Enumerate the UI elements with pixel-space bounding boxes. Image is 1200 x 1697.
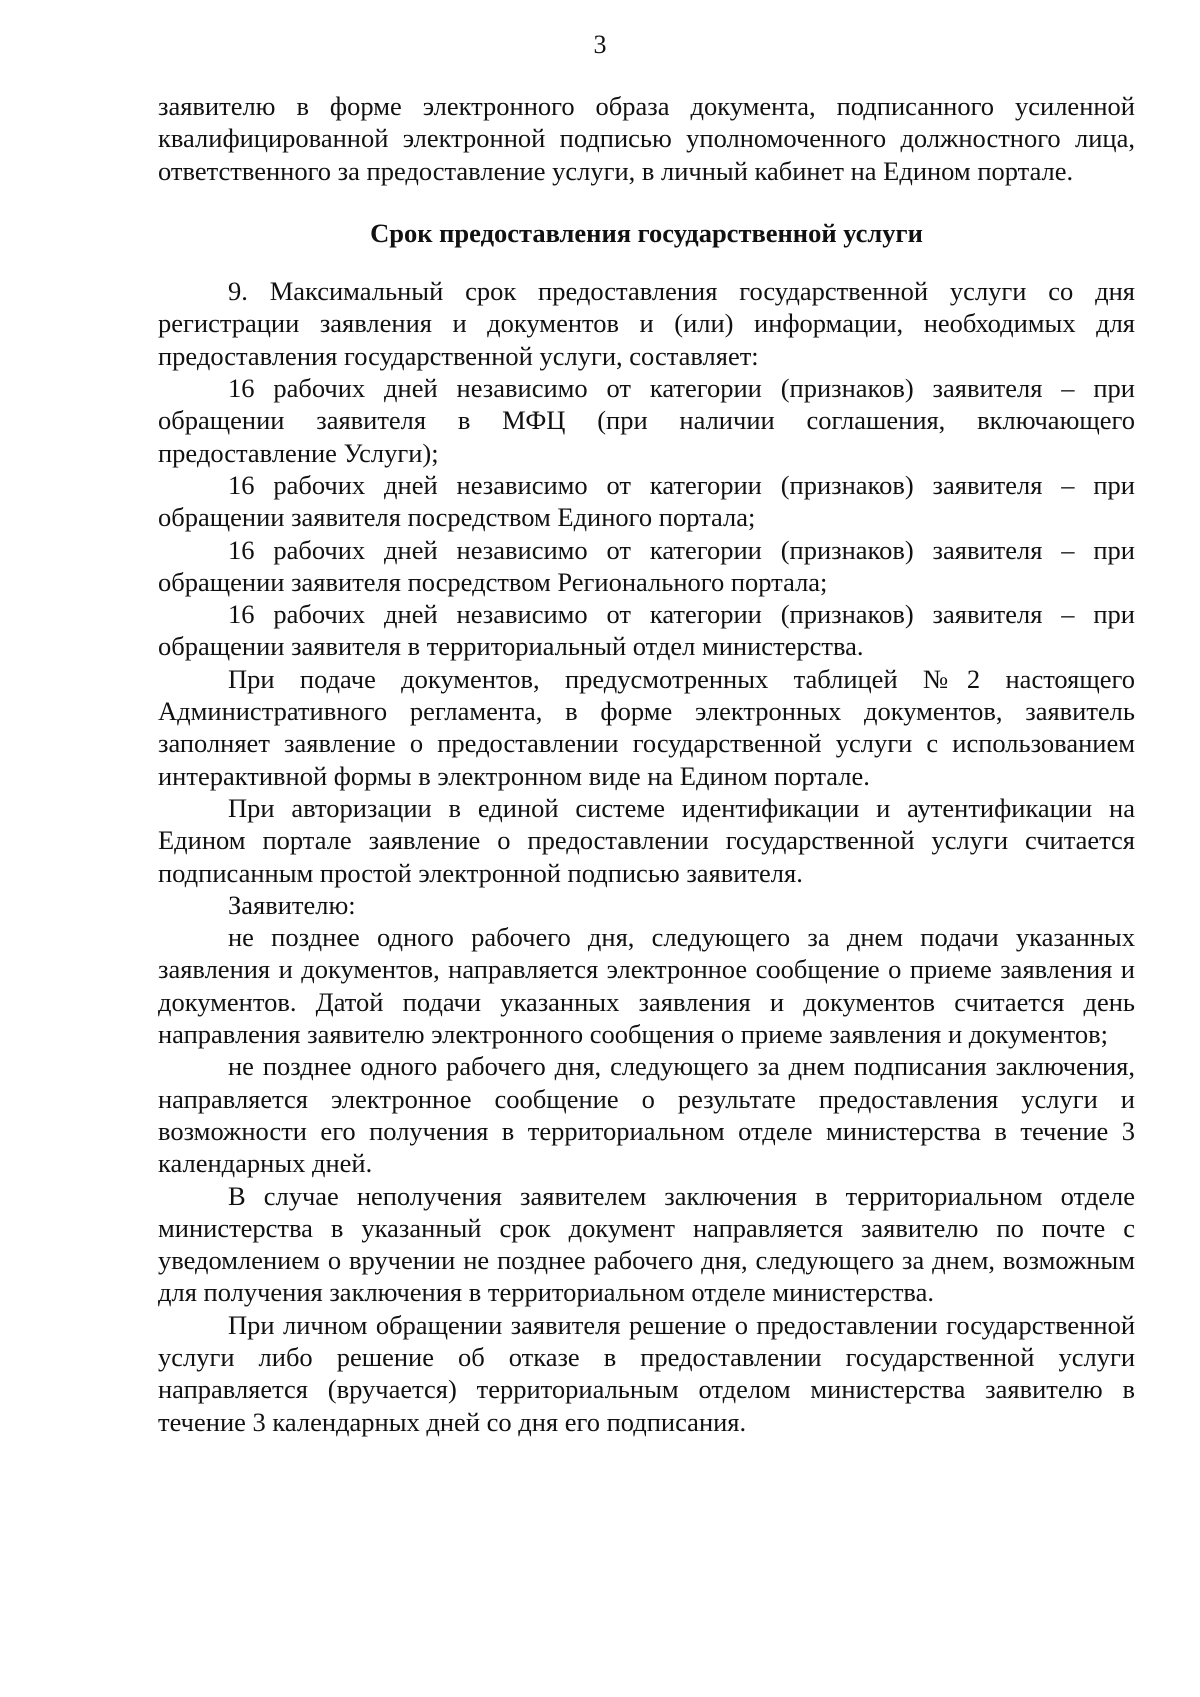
page-number: 3	[593, 30, 607, 59]
paragraph-term-intro: 9. Максимальный срок предоставления государственной услуги со дня регистрации заявления и документов и (или) информации, необходимых для предоставления государственной услуги, составляет:	[158, 276, 1135, 371]
paragraph-mfc: 16 рабочих дней независимо от категории (признаков) заявителя – при обращении заявителя в МФЦ (при наличии соглашения, включающего предоставление Услуги);	[158, 373, 1135, 468]
paragraph-electronic-submission: При подаче документов, предусмотренных таблицей №2 настоящего Административного регламента, в форме электронных документов, заявитель заполняет заявление о предоставлении государственной услуги с использованием интерактивной формы в электронном виде на Едином портале.	[158, 663, 1135, 791]
paragraph-authorization: При авторизации в единой системе идентификации и аутентификации на Едином портале заявление о предоставлении государственной услуги считается подписанным простой электронной подписью заявителя.	[158, 792, 1135, 888]
paragraph-non-receipt: В случае неполучения заявителем заключения в территориальном отделе министерства в указанный срок документ направляется заявителю по почте с уведомлением о вручении не позднее рабочего дня, следующего за днем, возможным для получения заключения в территориальном отделе министерства.	[158, 1180, 1135, 1308]
document-body	[158, 90, 1135, 1438]
paragraph-unified-portal: 16 рабочих дней независимо от категории (признаков) заявителя – при обращении заявителя посредством Единого портала;	[158, 469, 1135, 533]
paragraph-result-notice: не позднее одного рабочего дня, следующего за днем подписания заключения, направляется электронное сообщение о результате предоставления услуги и возможности его получения в территориальном отделе министерства в течение 3 календарных дней.	[158, 1051, 1135, 1179]
paragraph-applicant-label: Заявителю:	[228, 889, 356, 920]
paragraph-regional-portal: 16 рабочих дней независимо от категории (признаков) заявителя – при обращении заявителя посредством Регионального портала;	[158, 534, 1135, 597]
section-heading: Срок предоставления государственной услуги	[370, 217, 923, 248]
intro-paragraph: заявителю в форме электронного образа документа, подписанного усиленной квалифицированной электронной подписью уполномоченного должностного лица, ответственного за предоставление услуги, в личный кабинет на Едином портале.	[158, 91, 1135, 186]
paragraph-receipt-notice: не позднее одного рабочего дня, следующего за днем подачи указанных заявления и документов, направляется электронное сообщение о приеме заявления и документов. Датой подачи указанных заявления и документов считается день направления заявителю электронного сообщения о приеме заявления и документов;	[158, 922, 1135, 1050]
paragraph-personal-appeal: При личном обращении заявителя решение о предоставлении государственной услуги либо решение об отказе в предоставлении государственной услуги направляется (вручается) территориальным отделом министерства заявителю в течение 3 календарных дней со дня его подписания.	[158, 1309, 1135, 1437]
paragraph-territorial-office: 16 рабочих дней независимо от категории (признаков) заявителя – при обращении заявителя в территориальный отдел министерства.	[158, 599, 1135, 662]
